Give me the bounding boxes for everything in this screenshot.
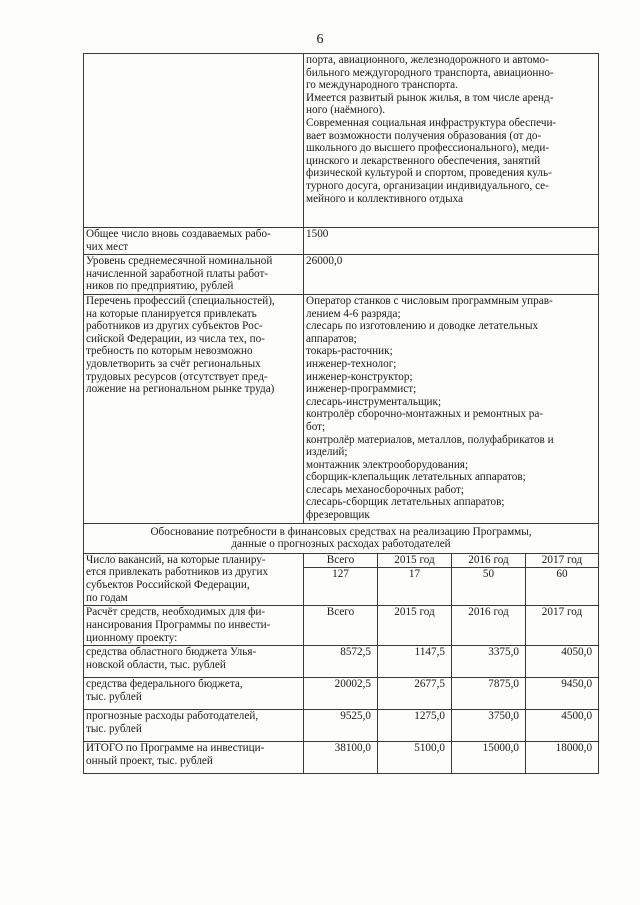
text-line: ционному проекту: <box>86 631 178 644</box>
text-line: Оператор станков с числовым программным управ- <box>306 294 553 307</box>
finance-value: 7875,0 <box>452 678 526 710</box>
text-line: слесарь по изготовлению и доводке летательных <box>306 320 539 333</box>
document-table <box>83 53 599 774</box>
vacancies-header-2017: 2017 год <box>526 553 599 568</box>
jobs-value: 1500 <box>304 228 599 255</box>
finance-value: 20002,5 <box>304 678 378 710</box>
text-line: токарь-расточник; <box>306 345 393 358</box>
text-line: тыс. рублей <box>86 722 142 735</box>
finance-value: 1275,0 <box>378 710 452 742</box>
text-line: новской области, тыс. рублей <box>86 658 226 671</box>
salary-value: 26000,0 <box>304 255 599 295</box>
section-heading-line-2: данные о прогнозных расходах работодателей <box>231 538 451 551</box>
funds-header-2015: 2015 год <box>378 606 452 646</box>
salary-label-cell <box>84 255 304 295</box>
vacancies-2016: 50 <box>452 568 526 606</box>
professions-row <box>84 294 599 523</box>
finance-value: 8572,5 <box>304 646 378 678</box>
vacancies-total: 127 <box>304 568 378 606</box>
section-heading-line-1: Обоснование потребности в финансовых средствах на реализацию Программы, <box>150 525 532 538</box>
text-line: аппаратов; <box>306 332 357 345</box>
finance-label-regional <box>84 646 304 678</box>
finance-value: 3375,0 <box>452 646 526 678</box>
text-line: контролёр материалов, металлов, полуфабрикатов и <box>306 433 554 446</box>
funds-header-2017: 2017 год <box>526 606 599 646</box>
finance-row <box>84 710 599 742</box>
text-line: фрезеровщик <box>306 509 370 522</box>
professions-label-cell <box>84 294 304 523</box>
text-line: Перечень профессий (специальностей), <box>86 294 275 307</box>
professions-list-cell <box>304 294 599 523</box>
finance-value: 9525,0 <box>304 710 378 742</box>
text-line: нансирования Программы по инвести- <box>86 619 271 632</box>
text-line: го международного транспорта. <box>306 79 458 92</box>
text-line: по годам <box>86 591 128 604</box>
finance-value: 1147,5 <box>378 646 452 678</box>
text-line: мейного и коллективного отдыха <box>306 192 464 205</box>
text-line: средства федерального бюджета, <box>86 678 243 691</box>
text-line: цинского и лекарственного обеспечения, занятий <box>306 154 541 167</box>
text-line: Имеется развитый рынок жилья, в том числе аренд- <box>306 91 554 104</box>
text-line: начисленной заработной платы работ- <box>86 267 269 280</box>
jobs-row <box>84 228 599 255</box>
text-line: прогнозные расходы работодателей, <box>86 710 259 723</box>
text-line: Уровень среднемесячной номинальной <box>86 255 273 268</box>
text-line: физической культурой и спортом, проведения куль- <box>306 167 552 180</box>
text-line: Общее число вновь создаваемых рабо- <box>86 228 271 240</box>
text-line: монтажник электрооборудования; <box>306 458 469 471</box>
text-line: ного (наёмного). <box>306 104 386 117</box>
text-line: тыс. рублей <box>86 690 142 703</box>
funds-row <box>84 606 599 646</box>
page-number: 6 <box>316 32 324 47</box>
finance-label-employers <box>84 710 304 742</box>
finance-value: 15000,0 <box>452 742 526 774</box>
finance-label-federal <box>84 678 304 710</box>
finance-row <box>84 646 599 678</box>
text-line: удовлетворить за счёт региональных <box>86 357 261 370</box>
text-line: лением 4-6 разряда; <box>306 307 401 320</box>
text-line: работников из других субъектов Рос- <box>86 320 263 333</box>
salary-row <box>84 255 599 295</box>
finance-value: 5100,0 <box>378 742 452 774</box>
vacancies-2017: 60 <box>526 568 599 606</box>
vacancies-header-2015: 2015 год <box>378 553 452 568</box>
text-line: Расчёт средств, необходимых для фи- <box>86 606 266 619</box>
funds-header-total: Всего <box>304 606 378 646</box>
continuation-lines <box>306 54 596 205</box>
text-line: контролёр сборочно-монтажных и ремонтных ра- <box>306 408 544 421</box>
text-line: бот; <box>306 420 326 433</box>
finance-value: 38100,0 <box>304 742 378 774</box>
text-line: ложение на региональном рынке труда) <box>86 383 275 396</box>
text-line: ется привлекать работников из других <box>86 566 269 579</box>
finance-row <box>84 678 599 710</box>
text-line: порта, авиационного, железнодорожного и автомо- <box>306 54 549 66</box>
vacancies-label-cell <box>84 553 304 606</box>
text-line: Число вакансий, на которые планиру- <box>86 553 266 566</box>
finance-value: 2677,5 <box>378 678 452 710</box>
vacancies-row <box>84 553 599 568</box>
finance-label-total <box>84 742 304 774</box>
vacancies-2015: 17 <box>378 568 452 606</box>
finance-value: 4500,0 <box>526 710 599 742</box>
text-line: инженер-технолог; <box>306 357 397 370</box>
text-line: слесарь механосборочных работ; <box>306 483 465 496</box>
funds-header-2016: 2016 год <box>452 606 526 646</box>
text-line: сборщик-клепальщик летательных аппаратов; <box>306 471 526 484</box>
finance-row <box>84 742 599 774</box>
continuation-row <box>84 54 599 228</box>
text-line: онный проект, тыс. рублей <box>86 754 213 767</box>
continuation-text-cell <box>304 54 599 228</box>
text-line: изделий; <box>306 446 348 459</box>
text-line: инженер-программист; <box>306 383 417 396</box>
text-line: вает возможности получения образования (от до- <box>306 129 542 142</box>
section-heading-row <box>84 523 599 553</box>
text-line: Современная социальная инфраструктура обеспечи- <box>306 116 557 129</box>
text-line: ИТОГО по Программе на инвестици- <box>86 742 265 755</box>
text-line: слесарь-сборщик летательных аппаратов; <box>306 496 505 509</box>
finance-value: 9450,0 <box>526 678 599 710</box>
text-line: бильного междугородного транспорта, авиационно- <box>306 66 554 79</box>
finance-value: 18000,0 <box>526 742 599 774</box>
text-line: школьного до высшего профессионального), меди- <box>306 142 550 155</box>
text-line: трудовых ресурсов (отсутствует пред- <box>86 370 268 383</box>
text-line: турного досуга, организации индивидуального, се- <box>306 179 549 192</box>
text-line: субъектов Российской Федерации, <box>86 579 250 592</box>
text-line: инженер-конструктор; <box>306 370 413 383</box>
vacancies-header-2016: 2016 год <box>452 553 526 568</box>
vacancies-header-total: Всего <box>304 553 378 568</box>
text-line: требность по которым невозможно <box>86 345 253 358</box>
text-line: средства областного бюджета Улья- <box>86 646 257 659</box>
text-line: на которые планируется привлекать <box>86 307 257 320</box>
jobs-label-cell <box>84 228 304 255</box>
text-line: чих мест <box>86 240 129 253</box>
finance-value: 4050,0 <box>526 646 599 678</box>
text-line: слесарь-инструментальщик; <box>306 395 442 408</box>
funds-label-cell <box>84 606 304 646</box>
continuation-label-cell <box>84 54 304 228</box>
text-line: ников по предприятию, рублей <box>86 280 234 293</box>
text-line: сийской Федерации, из числа тех, по- <box>86 332 265 345</box>
section-heading <box>84 523 599 553</box>
finance-value: 3750,0 <box>452 710 526 742</box>
